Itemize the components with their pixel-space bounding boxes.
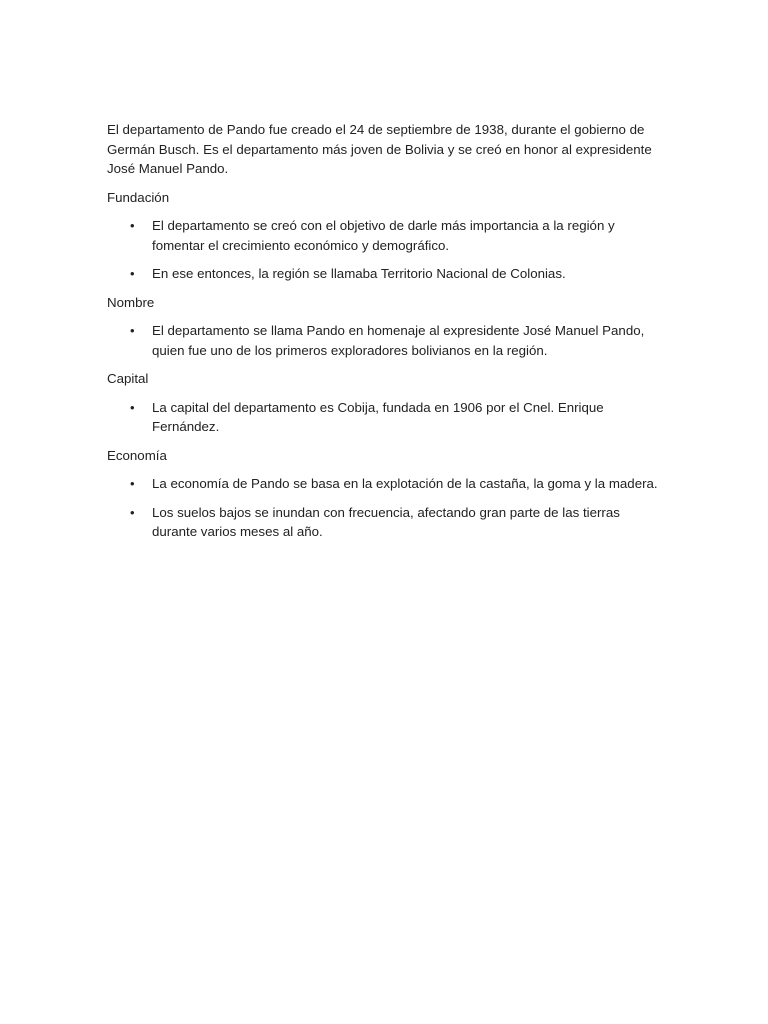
list-item	[107, 321, 667, 360]
section-heading-capital: Capital	[107, 371, 149, 386]
list-item-text: En ese entonces, la región se llamaba Territorio Nacional de Colonias.	[152, 266, 566, 281]
list-item	[107, 264, 667, 284]
list-item	[107, 503, 667, 542]
bullet-list-nombre	[107, 321, 667, 360]
list-item-text: El departamento se creó con el objetivo de darle más importancia a la región y fomentar el crecimiento económico y demográfico.	[152, 218, 615, 253]
bullet-icon: •	[130, 399, 135, 415]
section-heading-economia: Economía	[107, 447, 167, 463]
intro-paragraph: El departamento de Pando fue creado el 24 de septiembre de 1938, durante el gobierno de Germán Busch. Es el departamento más joven de Bolivia y se creó en honor al expresidente José Manuel Pando.	[107, 122, 652, 176]
bullet-list-capital	[107, 398, 667, 437]
list-item-text: La capital del departamento es Cobija, fundada en 1906 por el Cnel. Enrique Fernández.	[152, 399, 604, 434]
list-item-text: La economía de Pando se basa en la explotación de la castaña, la goma y la madera.	[152, 476, 658, 491]
bullet-icon: •	[130, 266, 135, 281]
bullet-list-economia	[107, 474, 667, 542]
document-page	[107, 120, 667, 551]
bullet-icon: •	[130, 218, 135, 233]
bullet-list-fundacion	[107, 216, 667, 284]
bullet-icon: •	[130, 504, 135, 520]
section-heading-nombre: Nombre	[107, 294, 155, 310]
list-item-text: Los suelos bajos se inundan con frecuencia, afectando gran parte de las tierras durante varios meses al año.	[152, 504, 620, 539]
bullet-icon: •	[130, 476, 135, 491]
bullet-icon: •	[130, 323, 135, 338]
list-item	[107, 474, 667, 494]
list-item	[107, 216, 667, 255]
section-heading-fundacion: Fundación	[107, 189, 170, 205]
list-item	[107, 398, 667, 437]
list-item-text: El departamento se llama Pando en homenaje al expresidente José Manuel Pando, quien fue uno de los primeros exploradores bolivianos en la región.	[152, 323, 645, 358]
